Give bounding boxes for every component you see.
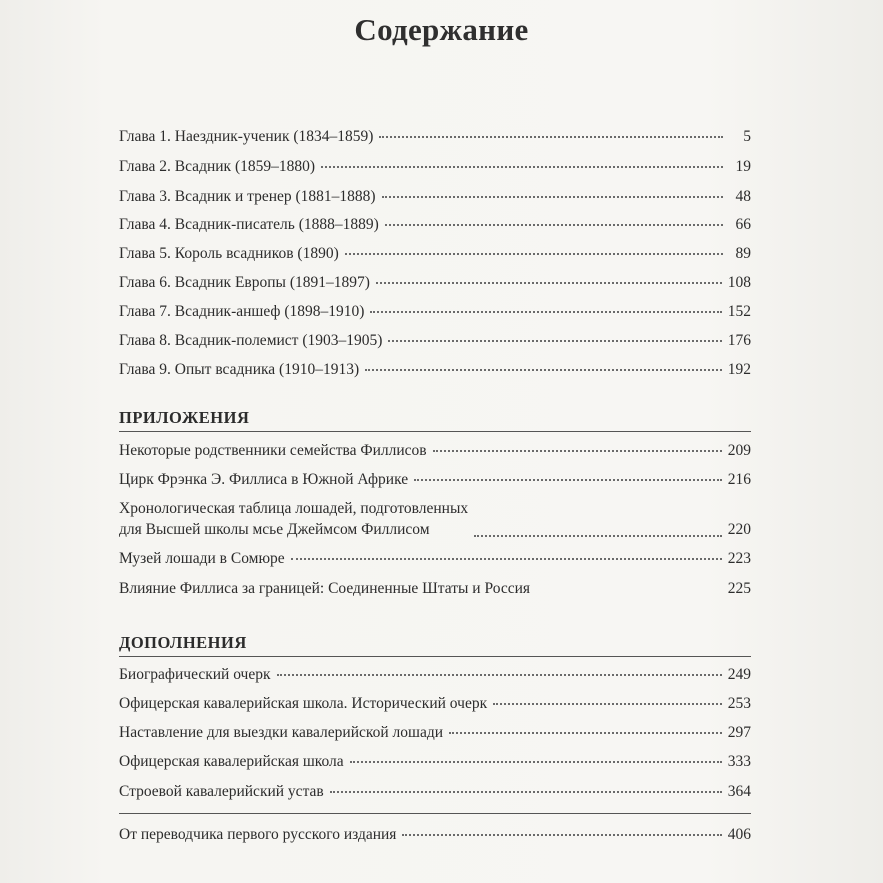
toc-entry-chapter-3[interactable] (119, 186, 751, 207)
dot-leader (433, 449, 722, 452)
toc-entry-supplement-2[interactable] (119, 693, 751, 714)
toc-entry-label: Биографический очерк (119, 666, 271, 683)
toc-entry-chapter-8[interactable] (119, 330, 751, 351)
toc-entry-page: 225 (727, 580, 751, 597)
toc-entry-page: 48 (735, 188, 751, 205)
toc-entry-page: 108 (727, 274, 751, 291)
toc-entry-appendix-3[interactable] (119, 498, 751, 540)
toc-entry-chapter-5[interactable] (119, 243, 751, 264)
dot-leader (277, 673, 722, 676)
dot-leader (350, 760, 722, 763)
toc-entry-page: 176 (727, 332, 751, 349)
toc-entry-page: 364 (727, 783, 751, 800)
page-title: Содержание (354, 12, 529, 47)
dot-leader (345, 252, 723, 255)
toc-entry-label: Глава 4. Всадник-писатель (1888–1889) (119, 216, 379, 233)
toc-entry-label-line-2: для Высшей школы мсье Джеймсом Филлисом (119, 521, 430, 538)
toc-entry-label: Цирк Фрэнка Э. Филлиса в Южной Африке (119, 471, 409, 488)
toc-entry-label: Музей лошади в Сомюре (119, 550, 285, 567)
dot-leader (536, 587, 722, 590)
toc-entry-page: 253 (727, 695, 751, 712)
toc-entry-label: Строевой кавалерийский устав (119, 783, 324, 800)
section-divider (119, 431, 751, 432)
toc-entry-label: Офицерская кавалерийская школа. Исторический очерк (119, 695, 488, 712)
dot-leader (385, 223, 723, 226)
toc-entry-supplement-1[interactable] (119, 664, 751, 685)
toc-entry-appendix-5[interactable] (119, 578, 751, 599)
toc-entry-appendix-1[interactable] (119, 440, 751, 461)
toc-entry-chapter-9[interactable] (119, 359, 751, 380)
toc-entry-label: Глава 5. Король всадников (1890) (119, 245, 339, 262)
toc-entry-label-line-1: Хронологическая таблица лошадей, подготовленных (119, 500, 469, 517)
dot-leader (414, 478, 722, 481)
toc-entry-page: 249 (727, 666, 751, 683)
dot-leader (379, 135, 723, 138)
dot-leader (388, 339, 721, 342)
toc-entry-label: Глава 3. Всадник и тренер (1881–1888) (119, 188, 376, 205)
toc-entry-chapter-2[interactable] (119, 156, 751, 177)
toc-entry-chapter-7[interactable] (119, 301, 751, 322)
toc-entry-page: 216 (727, 471, 751, 488)
dot-leader (382, 195, 723, 198)
toc-entry-chapter-4[interactable] (119, 214, 751, 235)
toc-entry-label: Глава 9. Опыт всадника (1910–1913) (119, 361, 360, 378)
toc-entry-label: Глава 2. Всадник (1859–1880) (119, 158, 316, 175)
toc-entry-label: Некоторые родственники семейства Филлисов (119, 442, 427, 459)
toc-entry-translator-note[interactable] (119, 824, 751, 845)
toc-entry-page: 209 (727, 442, 751, 459)
toc-entry-supplement-4[interactable] (119, 751, 751, 772)
toc-entry-label: Влияние Филлиса за границей: Соединенные Штаты и Россия (119, 580, 531, 597)
dot-leader (291, 557, 722, 560)
dot-leader (365, 368, 722, 371)
appendices-heading: ПРИЛОЖЕНИЯ (119, 408, 250, 427)
dot-leader (474, 534, 722, 537)
section-divider (119, 656, 751, 657)
toc-entry-page: 223 (727, 550, 751, 567)
dot-leader (493, 702, 722, 705)
dot-leader (370, 310, 721, 313)
toc-entry-label: Глава 7. Всадник-аншеф (1898–1910) (119, 303, 365, 320)
section-divider (119, 813, 751, 814)
toc-entry-appendix-2[interactable] (119, 469, 751, 490)
toc-entry-appendix-4[interactable] (119, 548, 751, 569)
toc-entry-label: Глава 1. Наездник-ученик (1834–1859) (119, 128, 374, 145)
dot-leader (330, 790, 722, 793)
toc-entry-label (119, 498, 468, 540)
toc-entry-supplement-3[interactable] (119, 722, 751, 743)
toc-entry-chapter-6[interactable] (119, 272, 751, 293)
dot-leader (402, 833, 721, 836)
supplements-heading: ДОПОЛНЕНИЯ (119, 633, 247, 652)
toc-entry-page: 333 (727, 753, 751, 770)
toc-entry-page: 297 (727, 724, 751, 741)
toc-entry-page: 406 (727, 826, 751, 843)
toc-entry-chapter-1[interactable] (119, 126, 751, 147)
toc-entry-label: От переводчика первого русского издания (119, 826, 397, 843)
toc-entry-page: 66 (735, 216, 751, 233)
toc-entry-label: Глава 8. Всадник-полемист (1903–1905) (119, 332, 383, 349)
toc-entry-supplement-5[interactable] (119, 781, 751, 802)
toc-entry-label: Офицерская кавалерийская школа (119, 753, 344, 770)
dot-leader (376, 281, 722, 284)
toc-entry-page: 192 (727, 361, 751, 378)
dot-leader (449, 731, 722, 734)
dot-leader (321, 165, 723, 168)
toc-entry-label: Глава 6. Всадник Европы (1891–1897) (119, 274, 370, 291)
toc-entry-label: Наставление для выездки кавалерийской лошади (119, 724, 444, 741)
toc-entry-page: 152 (727, 303, 751, 320)
toc-entry-page: 89 (735, 245, 751, 262)
toc-entry-page: 220 (727, 521, 751, 538)
toc-entry-page: 5 (743, 128, 751, 145)
toc-entry-page: 19 (735, 158, 751, 175)
